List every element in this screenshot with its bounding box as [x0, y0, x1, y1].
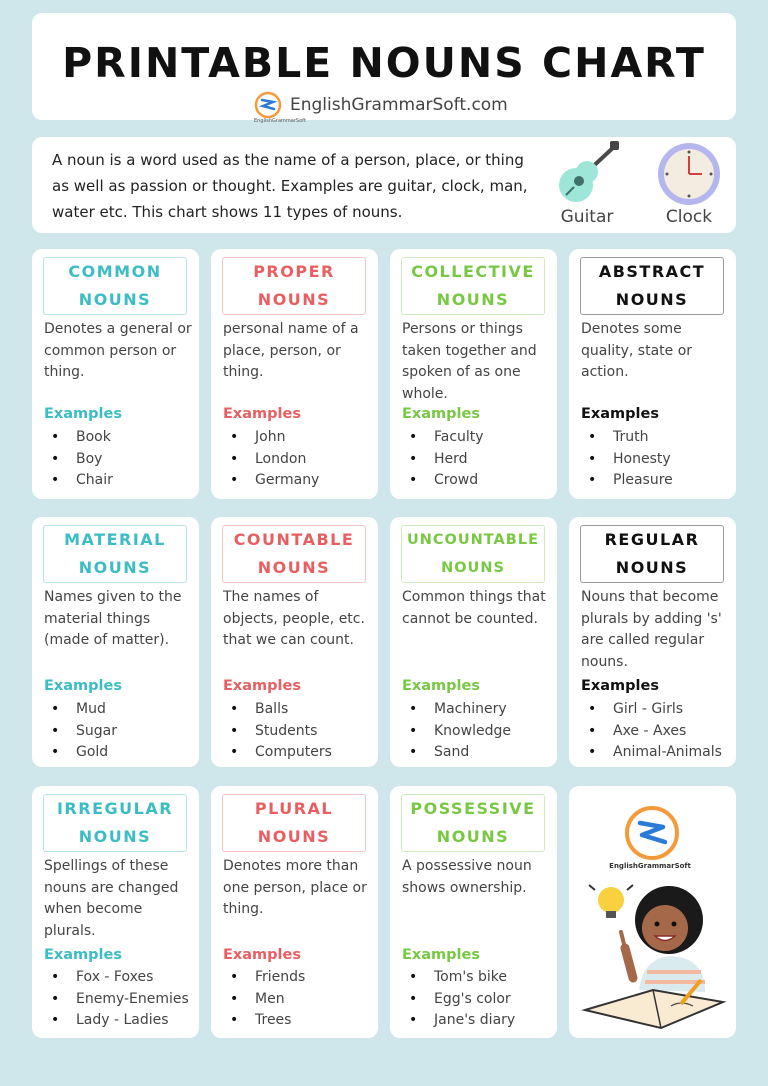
list-item: • Sand — [403, 742, 511, 764]
list-item: • Chair — [45, 470, 113, 492]
list-item: • Lady - Ladies — [45, 1010, 189, 1032]
list-item: • Computers — [224, 742, 332, 764]
card-description: Nouns that become plurals by adding 's' are called regular nouns. — [581, 589, 722, 670]
list-item: • Jane's diary — [403, 1010, 515, 1032]
list-item: • Axe - Axes — [582, 721, 722, 743]
card-heading: REGULAR NOUNS — [580, 525, 724, 583]
illustration-card — [569, 786, 736, 1038]
list-item: • Men — [224, 989, 305, 1011]
examples-label: Examples — [223, 947, 301, 963]
card-regular-nouns — [569, 517, 736, 767]
examples-label: Examples — [581, 678, 659, 694]
clock-label: Clock — [665, 207, 713, 227]
list-item: • Knowledge — [403, 721, 511, 743]
header-panel — [32, 13, 736, 124]
list-item: • London — [224, 449, 319, 471]
list-item: • John — [224, 427, 319, 449]
examples-list — [224, 427, 319, 492]
card-uncountable-nouns — [390, 517, 557, 767]
card-heading: COLLECTIVE NOUNS — [401, 257, 545, 315]
examples-label: Examples — [44, 678, 122, 694]
card-description: A possessive noun shows ownership. — [402, 858, 532, 896]
guitar-label: Guitar — [560, 207, 614, 227]
examples-label: Examples — [402, 947, 480, 963]
examples-label: Examples — [44, 947, 122, 963]
brand-logo-icon — [623, 804, 681, 862]
clock-picture — [649, 141, 729, 227]
list-item: • Trees — [224, 1010, 305, 1032]
list-item: • Mud — [45, 699, 117, 721]
examples-list — [224, 699, 332, 764]
card-heading: MATERIAL NOUNS — [43, 525, 187, 583]
list-item: • Students — [224, 721, 332, 743]
list-item: • Boy — [45, 449, 113, 471]
examples-list — [582, 427, 673, 492]
card-description: Persons or things taken together and spoken of as one whole. — [402, 321, 537, 402]
card-description: Names given to the material things (made of matter). — [44, 589, 182, 648]
examples-list — [403, 699, 511, 764]
list-item: • Germany — [224, 470, 319, 492]
card-material-nouns — [32, 517, 199, 767]
list-item: • Sugar — [45, 721, 117, 743]
examples-label: Examples — [44, 406, 122, 422]
list-item: • Egg's color — [403, 989, 515, 1011]
card-abstract-nouns — [569, 249, 736, 499]
card-heading: POSSESSIVE NOUNS — [401, 794, 545, 852]
list-item: • Book — [45, 427, 113, 449]
list-item: • Gold — [45, 742, 117, 764]
list-item: • Tom's bike — [403, 967, 515, 989]
list-item: • Machinery — [403, 699, 511, 721]
card-plural-nouns — [211, 786, 378, 1038]
brand-name: EnglishGrammarSoft.com — [290, 95, 508, 115]
card-countable-nouns — [211, 517, 378, 767]
card-description: Denotes a general or common person or thing. — [44, 321, 192, 380]
list-item: • Fox - Foxes — [45, 967, 189, 989]
card-heading: UNCOUNTABLE NOUNS — [401, 525, 545, 583]
student-reading-illustration-icon — [581, 882, 729, 1030]
card-heading: IRREGULAR NOUNS — [43, 794, 187, 852]
card-description: Denotes some quality, state or action. — [581, 321, 693, 380]
list-item: • Enemy-Enemies — [45, 989, 189, 1011]
card-description: personal name of a place, person, or thing. — [223, 321, 359, 380]
card-heading: COMMON NOUNS — [43, 257, 187, 315]
examples-label: Examples — [402, 678, 480, 694]
examples-list — [45, 427, 113, 492]
examples-label: Examples — [402, 406, 480, 422]
list-item: • Faculty — [403, 427, 484, 449]
page-title: PRINTABLE NOUNS CHART — [62, 39, 706, 87]
examples-list — [45, 967, 189, 1032]
examples-list — [45, 699, 117, 764]
list-item: • Balls — [224, 699, 332, 721]
card-description: Spellings of these nouns are changed when become plurals. — [44, 858, 179, 939]
examples-list — [403, 427, 484, 492]
card-heading: COUNTABLE NOUNS — [222, 525, 366, 583]
card-possessive-nouns — [390, 786, 557, 1038]
brand[interactable] — [254, 90, 508, 124]
list-item: • Herd — [403, 449, 484, 471]
card-collective-nouns — [390, 249, 557, 499]
guitar-icon — [552, 139, 622, 207]
card-description: Common things that cannot be counted. — [402, 589, 546, 627]
list-item: • Honesty — [582, 449, 673, 471]
intro-panel — [32, 137, 736, 233]
list-item: • Truth — [582, 427, 673, 449]
list-item: • Pleasure — [582, 470, 673, 492]
list-item: • Girl - Girls — [582, 699, 722, 721]
brand-logo-icon — [254, 91, 282, 119]
brand-small-text: EnglishGrammarSoft — [254, 118, 306, 124]
card-heading: PROPER NOUNS — [222, 257, 366, 315]
brand-small-label: EnglishGrammarSoft — [609, 862, 691, 870]
examples-label: Examples — [223, 406, 301, 422]
card-irregular-nouns — [32, 786, 199, 1038]
card-proper-nouns — [211, 249, 378, 499]
list-item: • Crowd — [403, 470, 484, 492]
guitar-picture — [552, 139, 622, 227]
examples-label: Examples — [223, 678, 301, 694]
examples-list — [224, 967, 305, 1032]
list-item: • Friends — [224, 967, 305, 989]
card-description: The names of objects, people, etc. that we can count. — [223, 589, 365, 648]
clock-icon — [654, 141, 724, 207]
card-common-nouns — [32, 249, 199, 499]
card-heading: ABSTRACT NOUNS — [580, 257, 724, 315]
examples-label: Examples — [581, 406, 659, 422]
examples-list — [582, 699, 722, 764]
list-item: • Animal-Animals — [582, 742, 722, 764]
card-heading: PLURAL NOUNS — [222, 794, 366, 852]
examples-list — [403, 967, 515, 1032]
card-description: Denotes more than one person, place or thing. — [223, 858, 367, 917]
intro-text: A noun is a word used as the name of a person, place, or thing as well as passion or thought. Examples are guitar, clock, man, water etc. This chart shows 11 types of nouns. — [52, 151, 528, 221]
